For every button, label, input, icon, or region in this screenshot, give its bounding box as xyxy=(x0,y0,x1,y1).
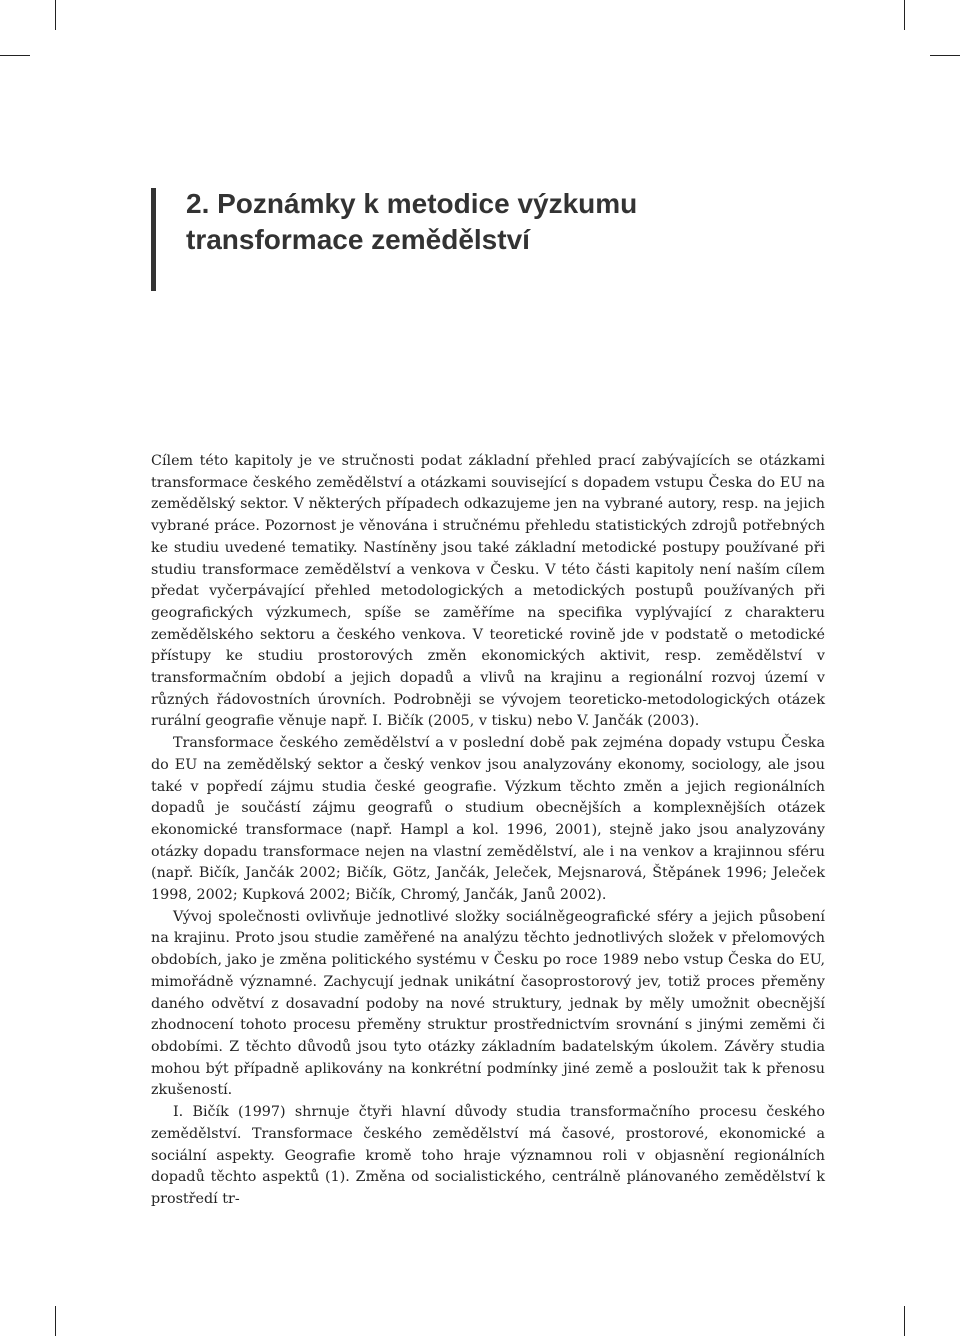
crop-mark xyxy=(55,1306,56,1336)
body-text xyxy=(151,451,825,1211)
title-accent-bar xyxy=(151,188,156,291)
crop-mark xyxy=(0,55,30,56)
chapter-title-line: 2. Poznámky k metodice výzkumu xyxy=(186,188,638,219)
crop-mark xyxy=(904,1306,905,1336)
paragraph: Cílem této kapitoly je ve stručnosti podat základní přehled prací zabývajících se otázkami transformace českého zemědělství a otázkami související s dopadem vstupu Česka do EU na zemědělský sektor. V některých případech odkazujeme jen na vybrané autory, resp. na jejich vybrané práce. Pozornost je věnována i stručnému přehledu statistických zdrojů potřebných ke studiu uvedené tematiky. Nastíněny jsou také základní metodické postupy používané při studiu transformace zemědělství a venkova v Česku. V této části kapitoly není naším cílem předat vyčerpávající přehled metodologických a metodických postupů používaných při geografických výzkumech, spíše se zaměříme na specifika vyplývající z charakteru zemědělského sektoru a českého venkova. V teoretické rovině jde v podstatě o metodické přístupy ke studiu prostorových změn ekonomických aktivit, resp. zemědělství v transformačním období a jejich dopadů a vlivů na krajinu a regionální rozvoj území v různých řádovostních úrovních. Podrobněji se vývojem teoreticko-metodologických otázek rurální geografie věnuje např. I. Bičík (2005, v tisku) nebo V. Jančák (2003). xyxy=(151,453,825,730)
paragraph: Vývoj společnosti ovlivňuje jednotlivé složky sociálněgeografické sféry a jejich působení na krajinu. Proto jsou studie zaměřené na analýzu těchto jednotlivých složek v přelomových obdobích, jako je změna politického systému v Česku po roce 1989 nebo vstup Česka do EU, mimořádně významné. Zachycují jednak unikátní časoprostorový jev, totiž proces přeměny daného odvětví z dosavadní podoby na nové struktury, jednak by měly umožnit obecnější zhodnocení tohoto procesu přeměny struktur prostřednictvím srovnání s jinými zeměmi či obdobími. Z těchto důvodů jsou tyto otázky základním badatelským úkolem. Závěry studia mohou být případně aplikovány na konkrétní podmínky jiné země a posloužit tak k přenosu zkušeností. xyxy=(151,908,825,1099)
chapter-title-line: transformace zemědělství xyxy=(186,224,530,255)
crop-mark xyxy=(55,0,56,30)
paragraph: Transformace českého zemědělství a v poslední době pak zejména dopady vstupu Česka do EU na zemědělský sektor a český venkov jsou analyzovány ekonomy, sociology, ale jsou také v popředí zájmu studia české geografie. Výzkum těchto změn a jejich regionálních dopadů je součástí zájmu geografů o studium obecnějších a komplexnějších otázek ekonomické transformace (např. Hampl a kol. 1996, 2001), stejně jako jsou analyzovány otázky dopadu transformace nejen na vlastní zemědělství, ale i na venkov a krajinnou sféru (např. Bičík, Jančák 2002; Bičík, Götz, Jančák, Jeleček, Mejsnarová, Štěpánek 1996; Jeleček 1998, 2002; Kupková 2002; Bičík, Chromý, Jančák, Janů 2002). xyxy=(151,735,825,904)
chapter-title xyxy=(186,186,637,258)
crop-mark xyxy=(904,0,905,30)
paragraph: I. Bičík (1997) shrnuje čtyři hlavní důvody studia transformačního procesu českého zemědělství. Transformace českého zemědělství má časové, prostorové, ekonomické a sociální aspekty. Geografie kromě toho hraje významnou roli v objasnění regionálních dopadů těchto aspektů (1). Změna od socialistického, centrálně plánovaného zemědělství k prostředí tr- xyxy=(151,1104,825,1207)
crop-mark xyxy=(930,55,960,56)
